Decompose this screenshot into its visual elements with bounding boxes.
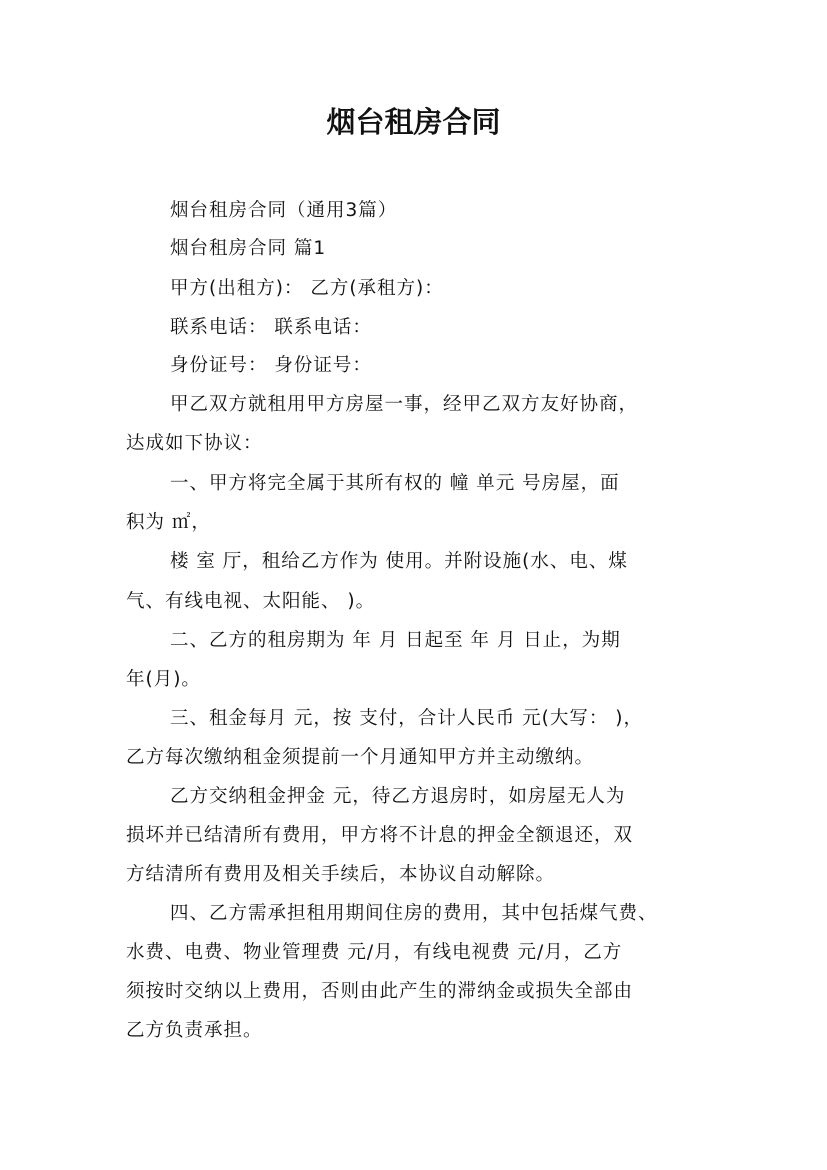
id-number-line: 身份证号： 身份证号：	[170, 355, 372, 376]
clause-line: 二、乙方的租房期为 年 月 日起至 年 月 日止，为期	[170, 630, 621, 651]
clause-line: 一、甲方将完全属于其所有权的 幢 单元 号房屋，面	[170, 473, 620, 494]
paragraph-line: 达成如下协议：	[126, 433, 263, 454]
phone-line: 联系电话： 联系电话：	[170, 317, 372, 338]
party-line: 甲方(出租方)： 乙方(承租方)：	[170, 278, 444, 299]
clause-line: 年(月)。	[126, 669, 201, 690]
clause-line: 须按时交纳以上费用，否则由此产生的滞纳金或损失全部由	[126, 981, 634, 1002]
clause-line: 楼 室 厅，租给乙方作为 使用。并附设施(水、电、煤	[170, 551, 628, 572]
clause-line: 乙方每次缴纳租金须提前一个月通知甲方并主动缴纳。	[126, 747, 595, 768]
clause-line: 气、有线电视、太阳能、 )。	[126, 591, 376, 612]
clause-line: 乙方交纳租金押金 元，待乙方退房时，如房屋无人为	[170, 786, 626, 807]
clause-line: 水费、电费、物业管理费 元/月，有线电视费 元/月，乙方	[126, 942, 623, 963]
section-heading: 烟台租房合同 篇1	[170, 238, 327, 259]
clause-line: 乙方负责承担。	[126, 1020, 263, 1041]
clause-line: 三、租金每月 元，按 支付，合计人民币 元(大写： )，	[170, 708, 643, 729]
document-title: 烟台租房合同	[326, 105, 501, 139]
clause-line: 四、乙方需承担租用期间住房的费用，其中包括煤气费、	[170, 903, 658, 924]
clause-line: 损坏并已结清所有费用，甲方将不计息的押金全额退还，双	[126, 825, 634, 846]
subtitle-line: 烟台租房合同（通用3篇）	[170, 200, 398, 221]
clause-line: 方结清所有费用及相关手续后，本协议自动解除。	[126, 864, 556, 885]
clause-line: 积为 ㎡，	[126, 512, 211, 533]
paragraph-line: 甲乙双方就租用甲方房屋一事，经甲乙双方友好协商，	[170, 394, 639, 415]
